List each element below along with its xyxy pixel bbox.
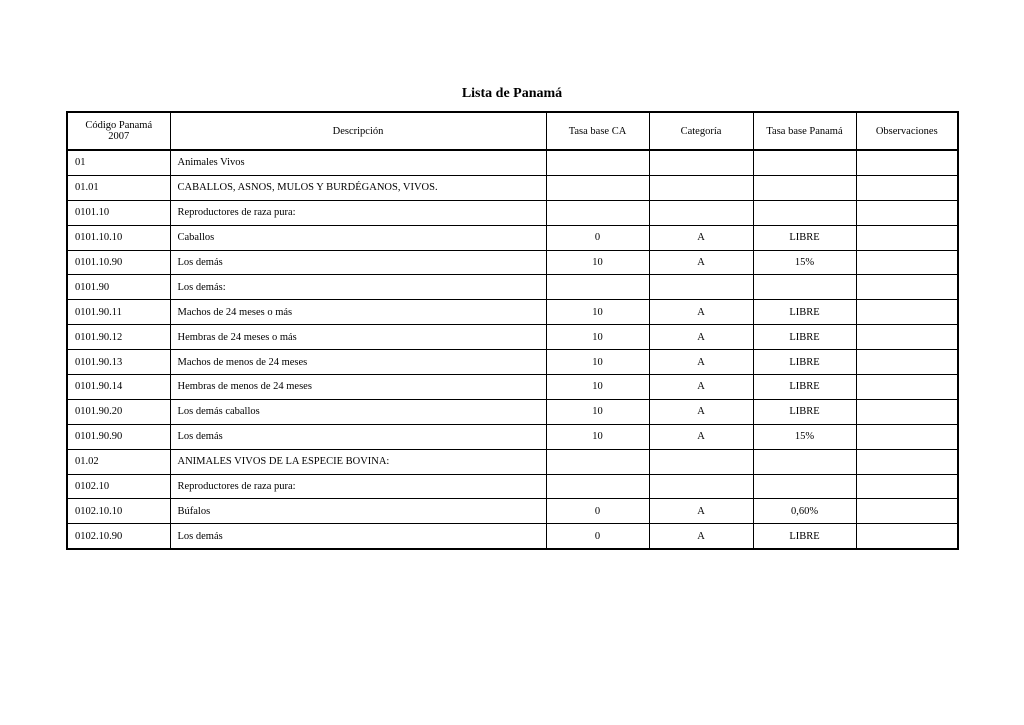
cell-observations bbox=[856, 499, 958, 524]
cell-category: A bbox=[649, 325, 753, 350]
header-rate-panama: Tasa base Panamá bbox=[753, 112, 856, 150]
cell-description: CABALLOS, ASNOS, MULOS Y BURDÉGANOS, VIVOS. bbox=[170, 175, 546, 200]
table-row bbox=[67, 449, 958, 474]
table-row bbox=[67, 474, 958, 499]
cell-rate-panama: LIBRE bbox=[753, 300, 856, 325]
cell-rate-panama: 15% bbox=[753, 424, 856, 449]
table-row bbox=[67, 200, 958, 225]
cell-rate-panama: LIBRE bbox=[753, 350, 856, 375]
cell-rate-ca: 0 bbox=[546, 499, 649, 524]
cell-category bbox=[649, 474, 753, 499]
header-observations: Observaciones bbox=[856, 112, 958, 150]
table-row bbox=[67, 250, 958, 275]
cell-description: Reproductores de raza pura: bbox=[170, 474, 546, 499]
table-body bbox=[67, 112, 958, 549]
cell-category: A bbox=[649, 250, 753, 275]
cell-category bbox=[649, 449, 753, 474]
cell-rate-ca bbox=[546, 275, 649, 300]
cell-rate-ca bbox=[546, 175, 649, 200]
cell-rate-ca bbox=[546, 200, 649, 225]
table-row bbox=[67, 150, 958, 175]
header-code-label: Código Panamá bbox=[85, 120, 153, 131]
cell-description: Los demás bbox=[170, 250, 546, 275]
table-row bbox=[67, 325, 958, 350]
cell-category: A bbox=[649, 399, 753, 424]
cell-code: 0102.10 bbox=[67, 474, 170, 499]
table-row bbox=[67, 175, 958, 200]
cell-observations bbox=[856, 225, 958, 250]
cell-code: 0101.90 bbox=[67, 275, 170, 300]
cell-rate-ca: 0 bbox=[546, 225, 649, 250]
cell-category: A bbox=[649, 375, 753, 400]
cell-description: Reproductores de raza pura: bbox=[170, 200, 546, 225]
cell-observations bbox=[856, 449, 958, 474]
cell-rate-ca: 10 bbox=[546, 424, 649, 449]
cell-observations bbox=[856, 424, 958, 449]
cell-rate-ca: 10 bbox=[546, 325, 649, 350]
table-row bbox=[67, 499, 958, 524]
cell-code: 0101.90.11 bbox=[67, 300, 170, 325]
cell-rate-panama bbox=[753, 200, 856, 225]
cell-category: A bbox=[649, 225, 753, 250]
cell-description: Los demás: bbox=[170, 275, 546, 300]
cell-rate-panama: LIBRE bbox=[753, 325, 856, 350]
cell-category: A bbox=[649, 524, 753, 549]
cell-rate-ca: 10 bbox=[546, 250, 649, 275]
table-row bbox=[67, 424, 958, 449]
tariff-table bbox=[66, 111, 959, 550]
header-code-year: 2007 bbox=[108, 131, 130, 142]
cell-rate-ca: 10 bbox=[546, 350, 649, 375]
cell-category: A bbox=[649, 350, 753, 375]
table-row bbox=[67, 524, 958, 549]
cell-rate-ca: 10 bbox=[546, 300, 649, 325]
cell-observations bbox=[856, 474, 958, 499]
cell-rate-panama: 15% bbox=[753, 250, 856, 275]
table-row bbox=[67, 300, 958, 325]
cell-rate-ca: 0 bbox=[546, 524, 649, 549]
cell-observations bbox=[856, 524, 958, 549]
cell-description: Los demás caballos bbox=[170, 399, 546, 424]
cell-description: Hembras de 24 meses o más bbox=[170, 325, 546, 350]
cell-rate-panama: LIBRE bbox=[753, 399, 856, 424]
table-row bbox=[67, 375, 958, 400]
cell-rate-ca bbox=[546, 150, 649, 175]
cell-rate-panama bbox=[753, 275, 856, 300]
cell-rate-ca: 10 bbox=[546, 399, 649, 424]
cell-observations bbox=[856, 325, 958, 350]
cell-description: Caballos bbox=[170, 225, 546, 250]
cell-description: Machos de 24 meses o más bbox=[170, 300, 546, 325]
header-rate-ca: Tasa base CA bbox=[546, 112, 649, 150]
cell-observations bbox=[856, 175, 958, 200]
cell-code: 0101.90.20 bbox=[67, 399, 170, 424]
cell-observations bbox=[856, 250, 958, 275]
cell-description: ANIMALES VIVOS DE LA ESPECIE BOVINA: bbox=[170, 449, 546, 474]
cell-rate-ca bbox=[546, 449, 649, 474]
cell-rate-panama bbox=[753, 150, 856, 175]
cell-category: A bbox=[649, 424, 753, 449]
cell-code: 0101.90.13 bbox=[67, 350, 170, 375]
page-title: Lista de Panamá bbox=[461, 86, 563, 101]
cell-observations bbox=[856, 275, 958, 300]
cell-code: 0102.10.90 bbox=[67, 524, 170, 549]
header-description: Descripción bbox=[170, 112, 546, 150]
cell-code: 01.01 bbox=[67, 175, 170, 200]
cell-rate-panama bbox=[753, 449, 856, 474]
table-row bbox=[67, 350, 958, 375]
cell-category: A bbox=[649, 499, 753, 524]
cell-description: Hembras de menos de 24 meses bbox=[170, 375, 546, 400]
cell-category bbox=[649, 200, 753, 225]
header-code bbox=[67, 112, 170, 150]
cell-code: 0101.10 bbox=[67, 200, 170, 225]
cell-observations bbox=[856, 399, 958, 424]
cell-code: 0101.10.90 bbox=[67, 250, 170, 275]
table-row bbox=[67, 225, 958, 250]
cell-code: 0101.90.14 bbox=[67, 375, 170, 400]
cell-description: Machos de menos de 24 meses bbox=[170, 350, 546, 375]
table-row bbox=[67, 275, 958, 300]
cell-rate-panama bbox=[753, 175, 856, 200]
cell-rate-panama bbox=[753, 474, 856, 499]
header-category: Categoría bbox=[649, 112, 753, 150]
table-row bbox=[67, 399, 958, 424]
cell-category bbox=[649, 150, 753, 175]
cell-observations bbox=[856, 300, 958, 325]
cell-observations bbox=[856, 375, 958, 400]
cell-rate-panama: 0,60% bbox=[753, 499, 856, 524]
cell-code: 01 bbox=[67, 150, 170, 175]
cell-description: Los demás bbox=[170, 524, 546, 549]
cell-description: Los demás bbox=[170, 424, 546, 449]
cell-rate-ca: 10 bbox=[546, 375, 649, 400]
cell-code: 0101.90.12 bbox=[67, 325, 170, 350]
cell-rate-panama: LIBRE bbox=[753, 225, 856, 250]
cell-code: 0101.90.90 bbox=[67, 424, 170, 449]
table-header-row bbox=[67, 112, 958, 150]
cell-code: 01.02 bbox=[67, 449, 170, 474]
cell-description: Animales Vivos bbox=[170, 150, 546, 175]
cell-code: 0102.10.10 bbox=[67, 499, 170, 524]
cell-rate-panama: LIBRE bbox=[753, 375, 856, 400]
cell-category bbox=[649, 275, 753, 300]
cell-rate-ca bbox=[546, 474, 649, 499]
cell-category bbox=[649, 175, 753, 200]
cell-observations bbox=[856, 200, 958, 225]
cell-description: Búfalos bbox=[170, 499, 546, 524]
cell-code: 0101.10.10 bbox=[67, 225, 170, 250]
cell-observations bbox=[856, 350, 958, 375]
cell-observations bbox=[856, 150, 958, 175]
cell-category: A bbox=[649, 300, 753, 325]
cell-rate-panama: LIBRE bbox=[753, 524, 856, 549]
